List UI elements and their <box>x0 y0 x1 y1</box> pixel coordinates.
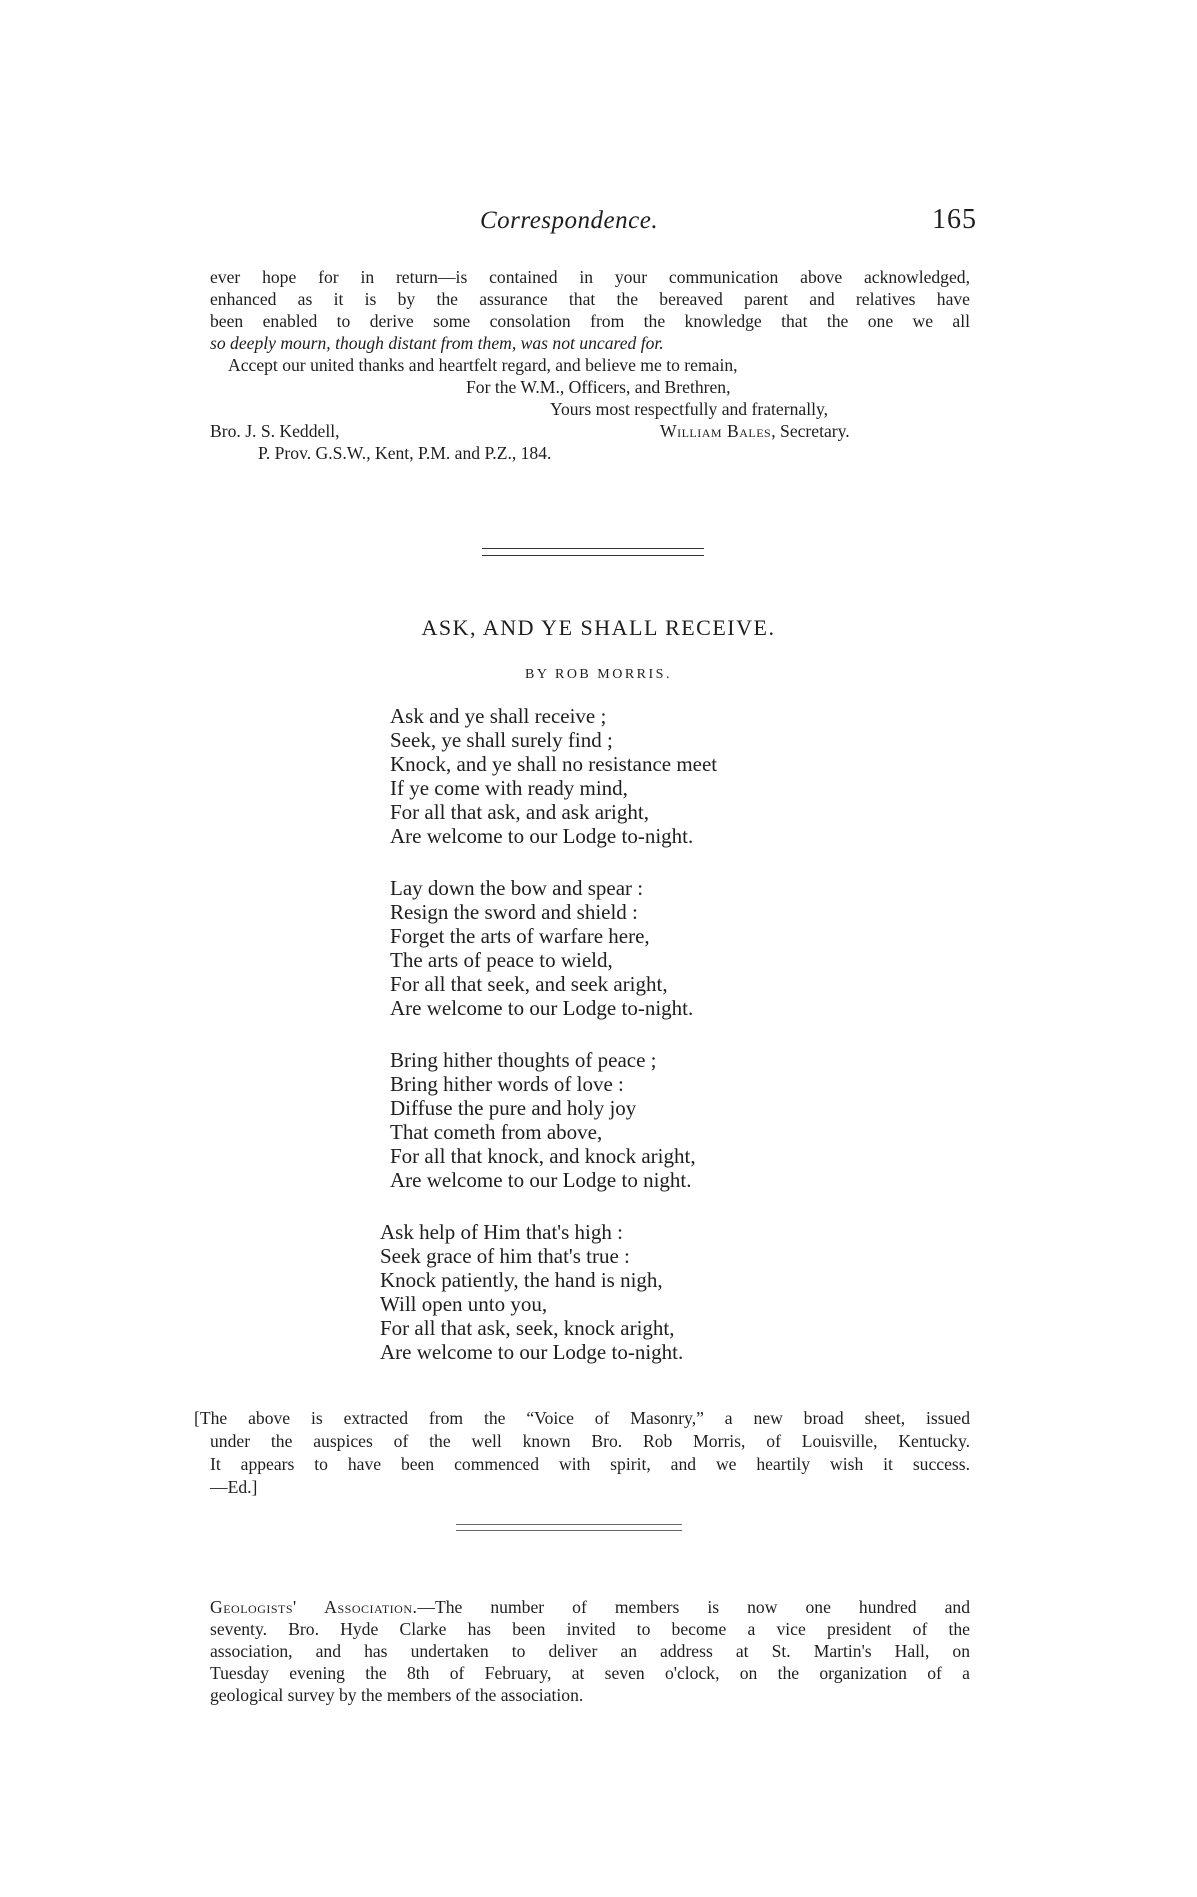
verse-line: Knock patiently, the hand is nigh, <box>380 1268 663 1292</box>
letter-closing <box>228 354 968 376</box>
verse-line: Lay down the bow and spear : <box>390 876 644 900</box>
signature-name: William Bales <box>660 421 772 441</box>
section-divider <box>482 548 704 556</box>
verse-line: Ask help of Him that's high : <box>380 1220 623 1244</box>
verse-line: Bring hither thoughts of peace ; <box>390 1048 657 1072</box>
news-line: —The number of members is now one hundred and <box>417 1597 971 1617</box>
page-number: 165 <box>932 204 977 235</box>
verse-line: Will open unto you, <box>380 1292 548 1316</box>
verse-line: Diffuse the pure and holy joy <box>390 1096 637 1120</box>
editor-note <box>194 1407 970 1499</box>
news-line: seventy. Bro. Hyde Clarke has been invited to become a vice president of the <box>210 1619 970 1639</box>
letter-recipient: Bro. J. S. Keddell, <box>210 421 340 441</box>
verse-line: If ye come with ready mind, <box>390 776 628 800</box>
running-title: Correspondence. <box>480 207 659 234</box>
section-divider <box>456 1524 682 1531</box>
poem-stanza <box>390 704 717 848</box>
poem-stanza <box>390 1048 696 1192</box>
signature-title: , Secretary. <box>771 421 850 441</box>
verse-line: Seek grace of him that's true : <box>380 1244 630 1268</box>
verse-line: Are welcome to our Lodge to-night. <box>390 996 694 1020</box>
letter-recipient-title: P. Prov. G.S.W., Kent, P.M. and P.Z., 184. <box>258 443 552 463</box>
verse-line: For all that ask, seek, knock aright, <box>380 1316 675 1340</box>
verse-line: Are welcome to our Lodge to night. <box>390 1168 692 1192</box>
verse-line: Are welcome to our Lodge to-night. <box>380 1340 684 1364</box>
verse-line: Forget the arts of warfare here, <box>390 924 650 948</box>
poem-stanza <box>380 1220 683 1364</box>
note-line: It appears to have been commenced with spirit, and we heartily wish it success. <box>210 1454 970 1474</box>
poem-title: ASK, AND YE SHALL RECEIVE. <box>421 615 776 640</box>
letter-line: been enabled to derive some consolation from the knowledge that the one we all <box>210 311 970 331</box>
verse-line: The arts of peace to wield, <box>390 948 613 972</box>
poem-stanza <box>390 876 693 1020</box>
verse-line: Are welcome to our Lodge to-night. <box>390 824 694 848</box>
poem-byline: BY ROB MORRIS. <box>525 667 672 682</box>
verse-line: Bring hither words of love : <box>390 1072 624 1096</box>
verse-line: For all that ask, and ask aright, <box>390 800 649 824</box>
verse-line: For all that seek, and seek aright, <box>390 972 668 996</box>
letter-line: ever hope for in return—is contained in your communication above acknowledged, <box>210 267 970 287</box>
letter-line: enhanced as it is by the assurance that the bereaved parent and relatives have <box>210 289 970 309</box>
verse-line: Resign the sword and shield : <box>390 900 638 924</box>
news-heading: Geologists' Association. <box>210 1597 418 1617</box>
verse-line: Ask and ye shall receive ; <box>390 704 607 728</box>
closing-line: Accept our united thanks and heartfelt regard, and believe me to remain, <box>228 355 738 375</box>
verse-line: For all that knock, and knock aright, <box>390 1144 696 1168</box>
verse-line: Knock, and ye shall no resistance meet <box>390 752 718 776</box>
letter-signoff: Yours most respectfully and fraternally, <box>550 399 829 419</box>
note-line: under the auspices of the well known Bro. Rob Morris, of Louisville, Kentucky. <box>210 1431 970 1451</box>
news-line: geological survey by the members of the association. <box>210 1685 584 1705</box>
letter-line: so deeply mourn, though distant from them, was not uncared for. <box>210 333 664 353</box>
news-line: Tuesday evening the 8th of February, at seven o'clock, on the organization of a <box>210 1663 970 1683</box>
letter-paragraph <box>210 266 970 354</box>
letter-for-line: For the W.M., Officers, and Brethren, <box>466 377 731 397</box>
letter-signature <box>660 420 980 442</box>
note-line: [The above is extracted from the “Voice of Masonry,” a new broad sheet, issued <box>194 1408 970 1428</box>
news-line: association, and has undertaken to deliver an address at St. Martin's Hall, on <box>210 1641 970 1661</box>
verse-line: That cometh from above, <box>390 1120 603 1144</box>
verse-line: Seek, ye shall surely find ; <box>390 728 613 752</box>
note-line: —Ed.] <box>210 1477 258 1497</box>
news-paragraph <box>210 1596 970 1706</box>
